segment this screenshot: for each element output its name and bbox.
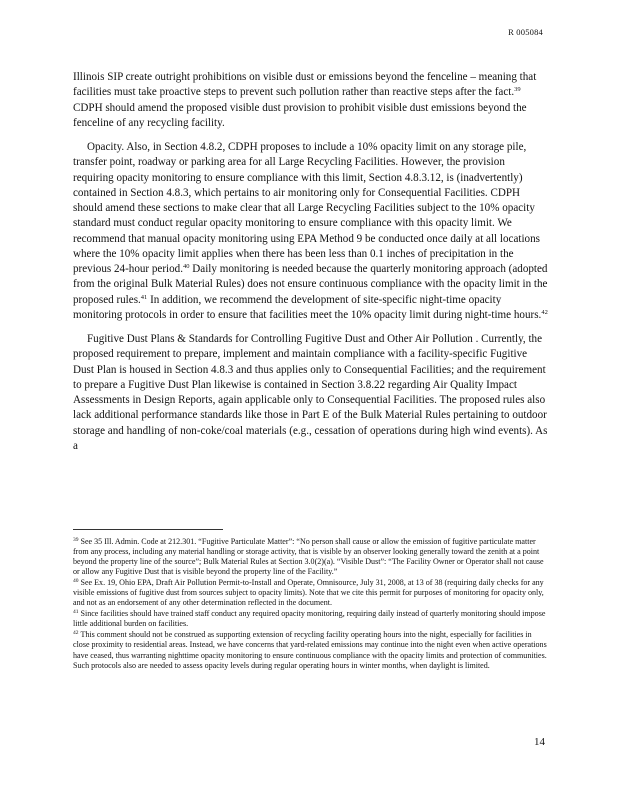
paragraph-text: CDPH should amend the proposed visible dust provision to prohibit visible dust emissions beyond the fenceline of any recycling facility. [73, 101, 527, 129]
footnotes [73, 537, 548, 672]
footnote-text: This comment should not be construed as supporting extension of recycling facility operating hours into the night, especially for facilities in close proximity to residential areas. Instead, we have concerns that yard-related emissions may continue into the night even when active operations have ceased, thus warranting nighttime opacity monitoring to ensure continuous compliance with the opacity limits and protection of communities. Such protocols also are needed to assess opacity levels during regular operating hours in winter months, when daylight is limited. [73, 630, 547, 670]
body-text [73, 70, 548, 463]
footnote-ref-39[interactable]: 39 [514, 86, 521, 94]
footnote-number: 42 [73, 630, 79, 637]
footnote-41 [73, 609, 548, 629]
footnote-text: Since facilities should have trained staff conduct any required opacity monitoring, requiring daily instead of quarterly monitoring should impose little additional burden on facilities. [73, 609, 546, 629]
footnote-ref-41[interactable]: 41 [140, 293, 148, 301]
paragraph-fugitive-dust: Fugitive Dust Plans & Standards for Controlling Fugitive Dust and Other Air Pollution . Currently, the proposed requirement to prepare, implement and maintain compliance with a facility-specific Fugitive Dust Plan is housed in Section 4.8.3 and thus applies only to Consequential Facilities; and the requirement to prepare a Fugitive Dust Plan likewise is contained in Section 3.8.22 regarding Air Quality Impact Assessments in Design Reports, again applicable only to Consequential Facilities. The proposed rules also lack additional performance standards like those in Part E of the Bulk Material Rules pertaining to outdoor storage and handling of non-coke/coal materials (e.g., cessation of operations during high wind events). As a [73, 333, 548, 452]
paragraph-visible-dust [73, 70, 548, 131]
bates-number: R 005084 [508, 27, 543, 37]
footnote-number: 40 [73, 578, 79, 585]
footnote-text: See 35 Ill. Admin. Code at 212.301. “Fugitive Particulate Matter”: “No person shall cause or allow the emission of fugitive particulate matter from any process, including any material handling or storage activity, that is visible by an observer looking generally toward the zenith at a point beyond the property line of the source”; Bulk Material Rules at Section 3.0(2)(a). “Visible Dust”: “The Facility Owner or Operator shall not cause or allow any Fugitive Dust that is visible beyond the property line of the Facility.” [73, 537, 544, 577]
paragraph-text: Illinois SIP create outright prohibitions on visible dust or emissions beyond the fenceline – meaning that facilities must take proactive steps to prevent such pollution rather than reactive steps after the fact. [73, 71, 537, 99]
footnote-number: 39 [73, 537, 79, 543]
page-number: 14 [534, 736, 545, 748]
footnote-divider [73, 529, 223, 530]
paragraph-text: Daily monitoring is needed because the quarterly monitoring approach (adopted from the original Bulk Material Rules) does not ensure continuous compliance with the opacity limit in the proposed rules. [73, 263, 548, 306]
footnote-number: 41 [73, 609, 79, 616]
paragraph-text: Opacity. Also, in Section 4.8.2, CDPH proposes to include a 10% opacity limit on any storage pile, transfer point, roadway or parking area for all Large Recycling Facilities. However, the provision requiring opacity monitoring to ensure compliance with this limit, Section 4.8.3.12, is (inadvertently) contained in Section 4.8.3, which pertains to air monitoring only for Consequential Facilities. CDPH should amend these sections to make clear that all Large Recycling Facilities subject to the 10% opacity standard must conduct regular opacity monitoring to ensure compliance with this opacity limit. We recommend that manual opacity monitoring using EPA Method 9 be conducted once daily at all locations where the 10% opacity limit applies when there has been less than 0.1 inches of precipitation in the previous 24-hour period. [73, 141, 540, 275]
paragraph-opacity [73, 140, 548, 323]
footnote-39 [73, 537, 548, 577]
footnote-text: See Ex. 19, Ohio EPA, Draft Air Pollution Permit-to-Install and Operate, Omnisource, July 31, 2008, at 13 of 38 (requiring daily checks for any visible emissions of fugitive dust from sources subject to opacity limits). Note that we cite this permit for purposes of monitoring for opacity only, and not as an endorsement of any other determination reflected in the document. [73, 578, 544, 608]
footnote-ref-40[interactable]: 40 [183, 263, 190, 270]
footnote-42 [73, 630, 548, 670]
paragraph-text: In addition, we recommend the development of site-specific night-time opacity monitoring protocols in order to ensure that facilities meet the 10% opacity limit during night-time hours. [73, 293, 542, 321]
footnote-40 [73, 578, 548, 608]
footnote-ref-42[interactable]: 42 [541, 308, 548, 316]
